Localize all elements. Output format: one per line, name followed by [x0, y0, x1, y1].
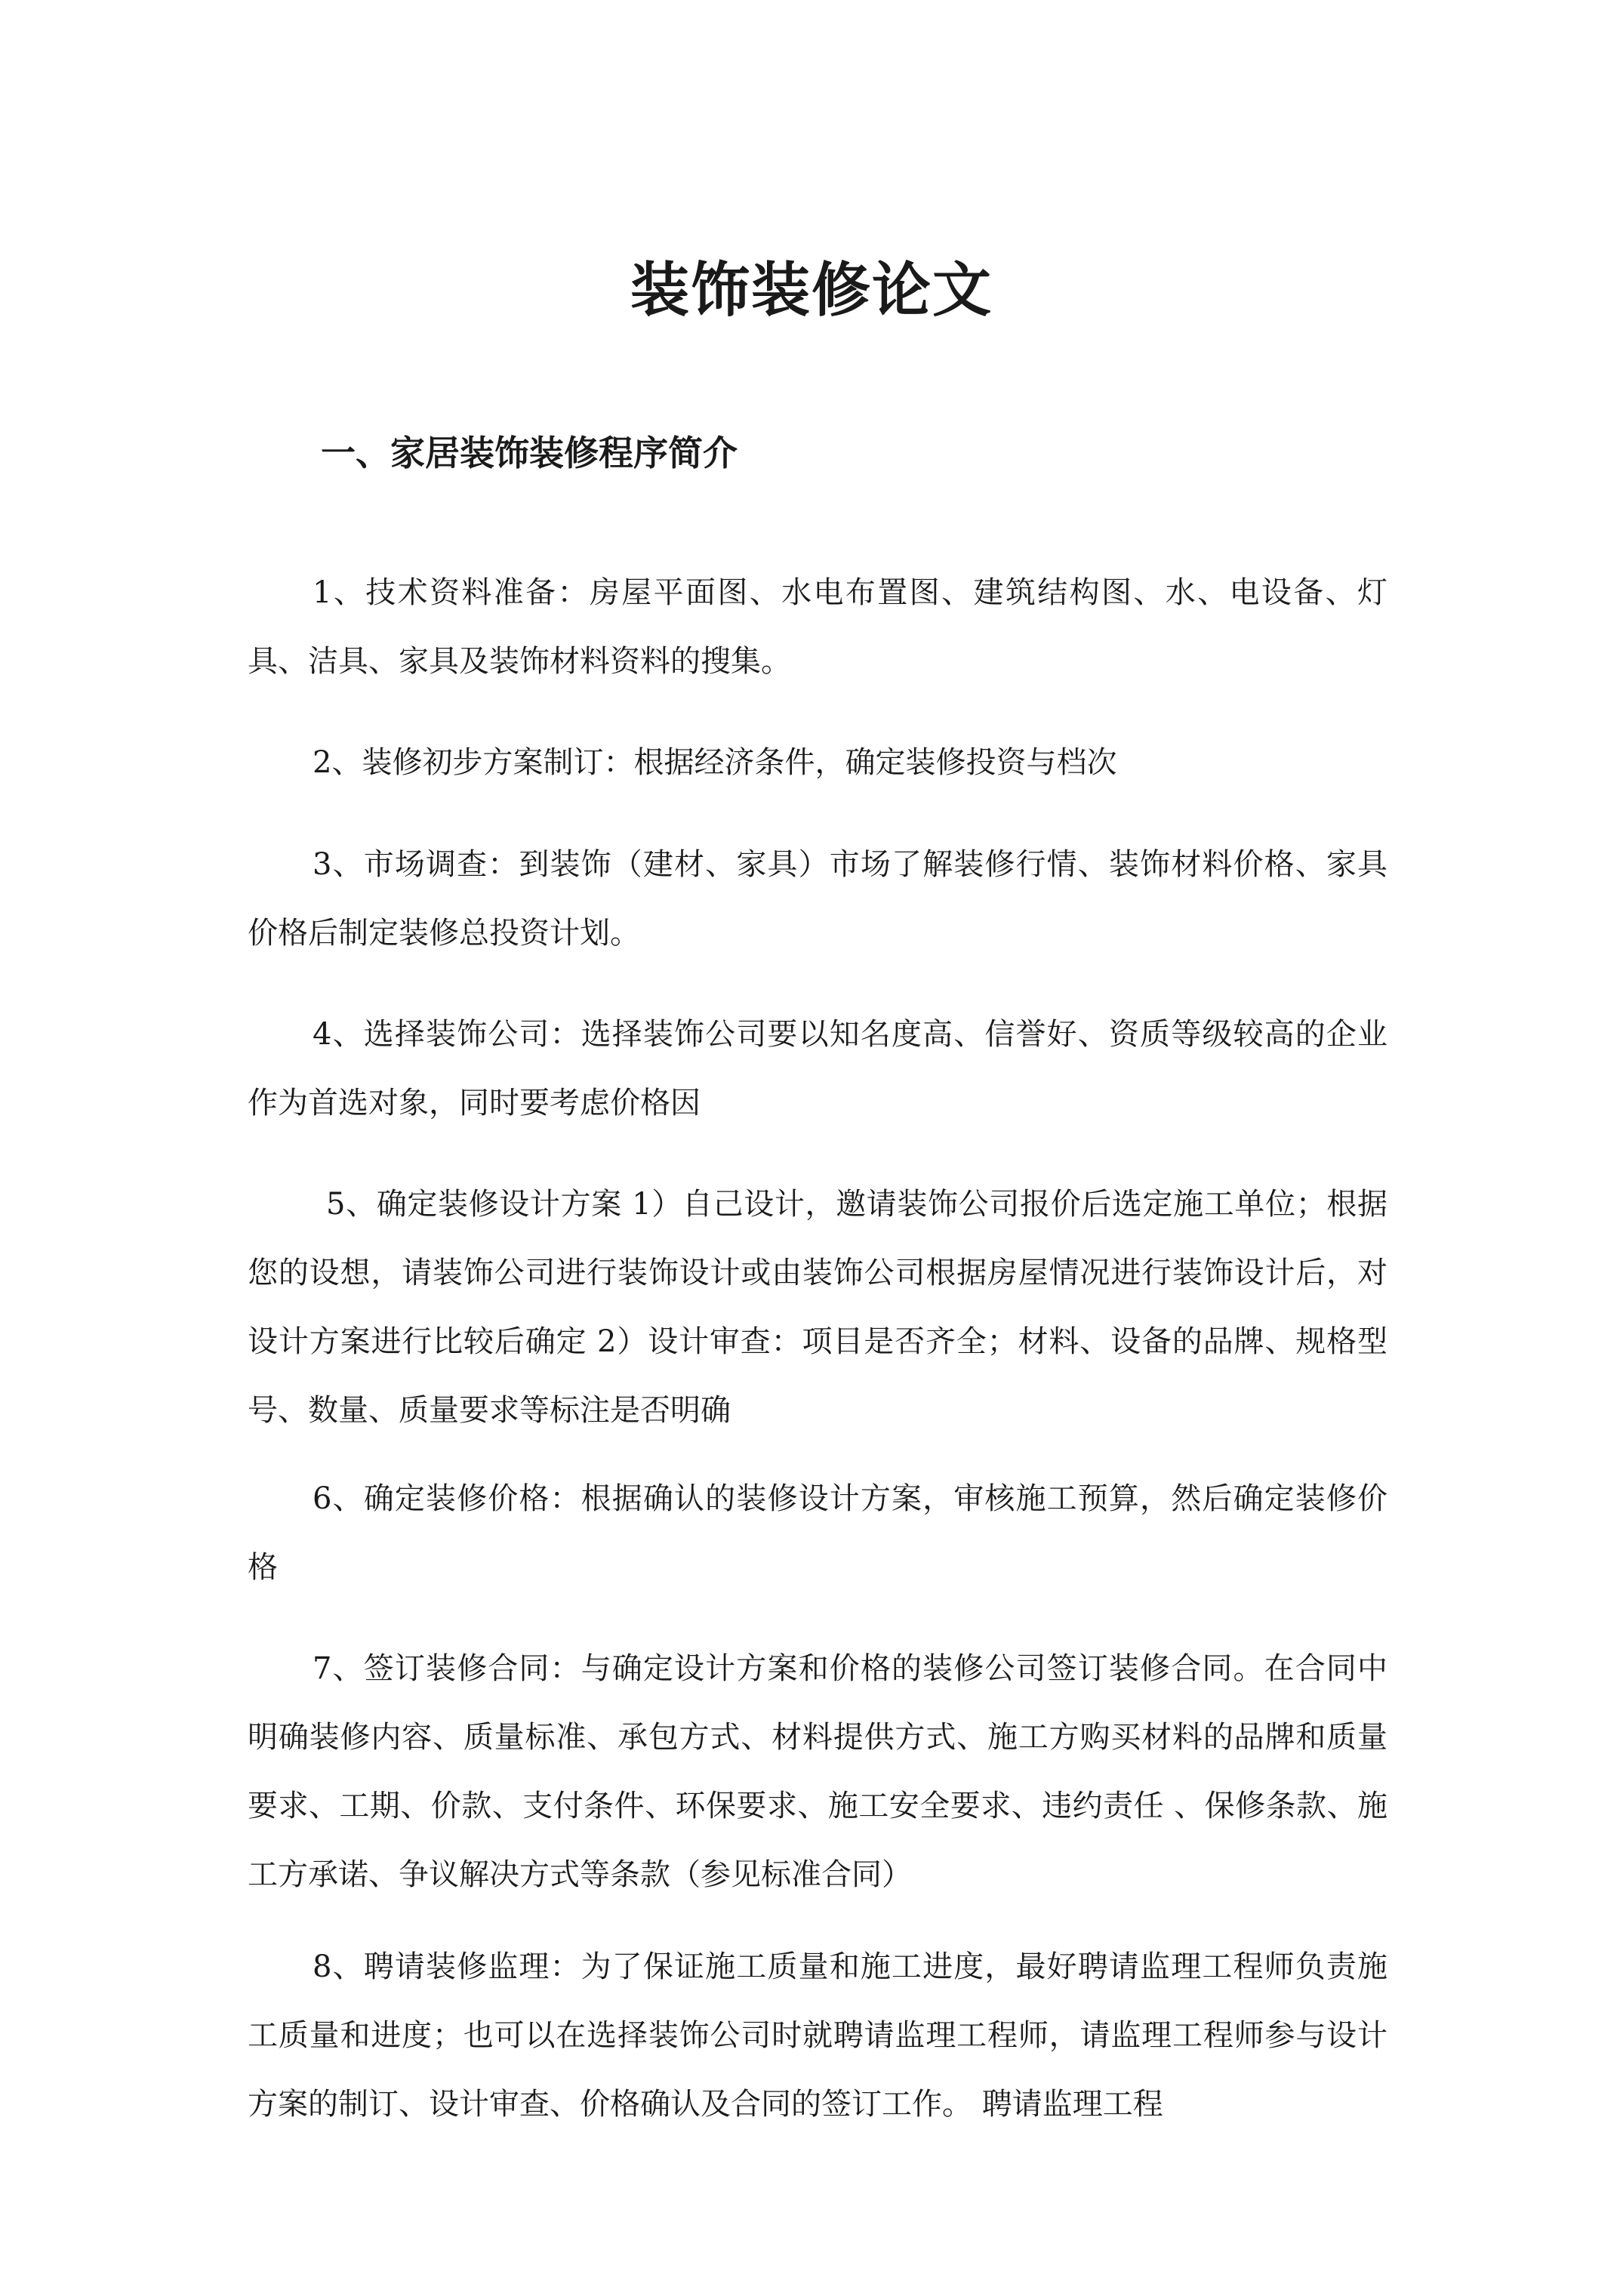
- paragraph-3: 3、市场调查：到装饰（建材、家具）市场了解装修行情、装饰材料价格、家具价格后制定装修总投资计划。: [248, 847, 1387, 951]
- paragraph-5: 5、确定装修设计方案 1）自己设计，邀请装饰公司报价后选定施工单位；根据您的设想，请装饰公司进行装饰设计或由装饰公司根据房屋情况进行装饰设计后，对设计方案进行比较后确定 2）设计审查：项目是否齐全；材料、设备的品牌、规格型号、数量、质量要求等标注是否明确: [248, 1187, 1387, 1428]
- paragraph-6: 6、确定装修价格：根据确认的装修设计方案，审核施工预算，然后确定装修价格: [248, 1481, 1387, 1585]
- paragraph-7: 7、签订装修合同：与确定设计方案和价格的装修公司签订装修合同。在合同中明确装修内容、质量标准、承包方式、材料提供方式、施工方购买材料的品牌和质量要求、工期、价款、支付条件、环保要求、施工安全要求、违约责任 、保修条款、施工方承诺、争议解决方式等条款（参见标准合同）: [248, 1651, 1387, 1892]
- paragraph-2: 2、装修初步方案制订：根据经济条件，确定装修投资与档次: [313, 745, 1117, 780]
- paragraph-1: 1、技术资料准备：房屋平面图、水电布置图、建筑结构图、水、电设备、灯具、洁具、家具及装饰材料资料的搜集。: [248, 575, 1387, 679]
- document-title: 装饰装修论文: [630, 257, 993, 325]
- section-heading: 一、家居装饰装修程序简介: [321, 433, 738, 473]
- paragraph-4: 4、选择装饰公司：选择装饰公司要以知名度高、信誉好、资质等级较高的企业作为首选对象，同时要考虑价格因: [248, 1017, 1387, 1120]
- paragraph-8: 8、聘请装修监理：为了保证施工质量和施工进度，最好聘请监理工程师负责施工质量和进度；也可以在选择装饰公司时就聘请监理工程师，请监理工程师参与设计方案的制订、设计审查、价格确认及合同的签订工作。 聘请监理工程: [248, 1949, 1387, 2122]
